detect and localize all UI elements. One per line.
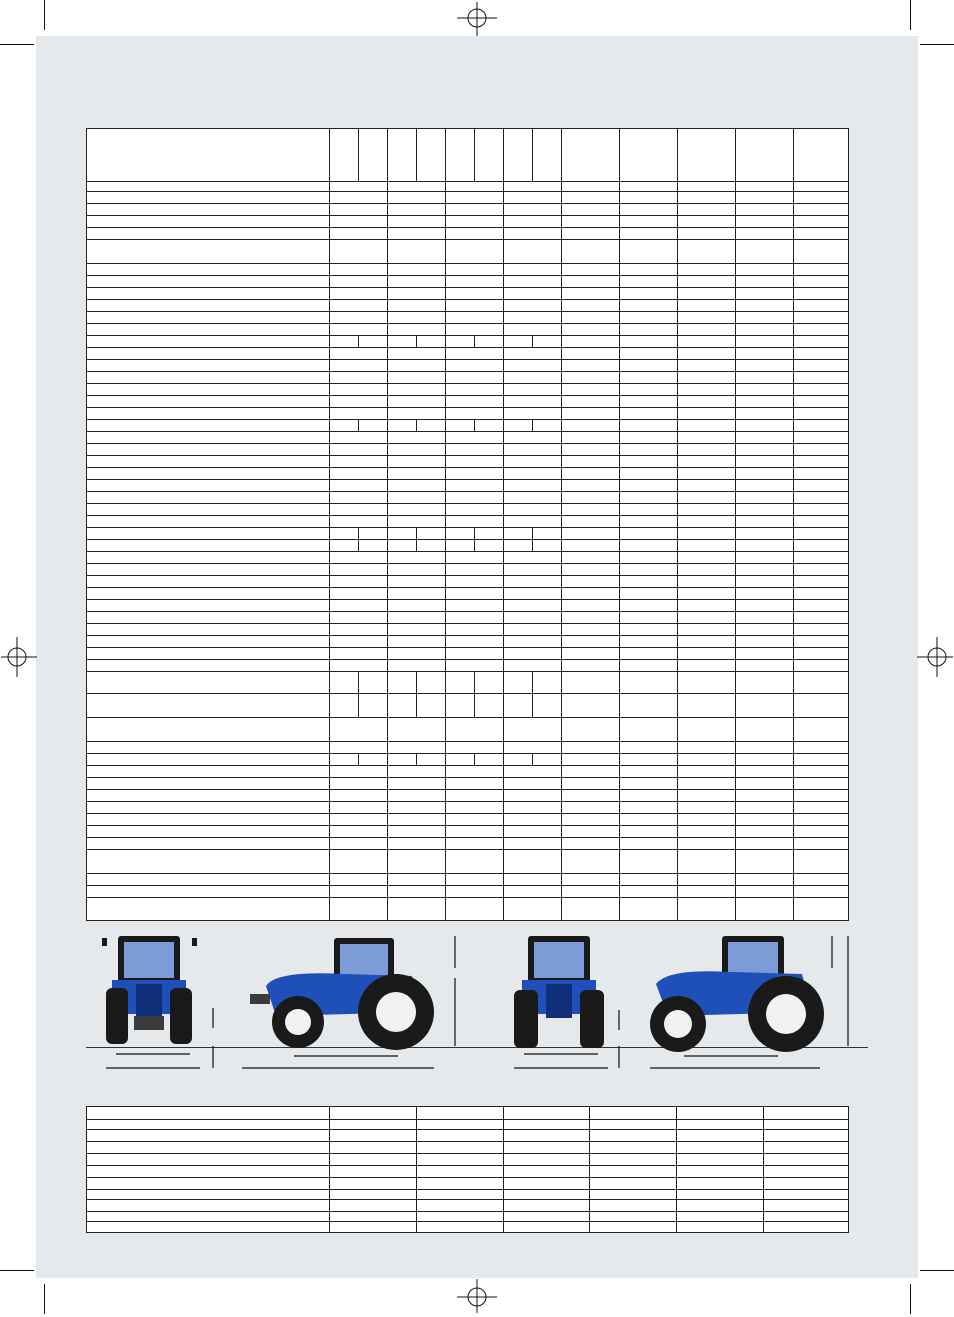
table-subcolumn-rule <box>474 419 475 431</box>
table-row-rule <box>87 801 848 802</box>
table-row-rule <box>87 455 848 456</box>
table-subcolumn-rule <box>532 129 533 181</box>
table-row-rule <box>87 671 848 672</box>
table-subcolumn-rule <box>532 419 533 431</box>
table-subcolumn-rule <box>474 527 475 539</box>
table-subcolumn-rule <box>474 539 475 551</box>
dimensions-table <box>86 1106 849 1233</box>
table-subcolumn-rule <box>416 527 417 539</box>
table-row-rule <box>87 717 848 718</box>
table-subcolumn-rule <box>532 527 533 539</box>
table-subcolumn-rule <box>358 539 359 551</box>
table-row-rule <box>87 335 848 336</box>
table-row-rule <box>87 503 848 504</box>
table-subcolumn-rule <box>358 753 359 765</box>
table-subcolumn-rule <box>474 671 475 693</box>
table-row-rule <box>87 263 848 264</box>
table-row-rule <box>87 765 848 766</box>
table-row-rule <box>87 191 848 192</box>
table-row-rule <box>87 1129 848 1130</box>
table-row-rule <box>87 647 848 648</box>
crop-mark <box>920 44 954 45</box>
specification-table <box>86 128 849 921</box>
table-row-rule <box>87 849 848 850</box>
tractor-front-icon <box>506 928 636 1078</box>
crop-mark <box>910 0 911 30</box>
table-subcolumn-rule <box>358 129 359 181</box>
table-row-rule <box>87 575 848 576</box>
table-row-rule <box>87 1141 848 1142</box>
table-row-rule <box>87 431 848 432</box>
table-column-rule <box>329 1107 330 1232</box>
table-row-rule <box>87 1189 848 1190</box>
tractor-front-icon <box>96 928 226 1078</box>
table-subcolumn-rule <box>416 129 417 181</box>
table-row-rule <box>87 897 848 898</box>
table-row-rule <box>87 527 848 528</box>
table-row-rule <box>87 587 848 588</box>
table-subcolumn-rule <box>474 753 475 765</box>
table-row-rule <box>87 371 848 372</box>
crop-mark <box>0 1270 34 1271</box>
table-subcolumn-rule <box>474 693 475 717</box>
table-row-rule <box>87 611 848 612</box>
table-row-rule <box>87 395 848 396</box>
table-row-rule <box>87 347 848 348</box>
table-row-rule <box>87 623 848 624</box>
tractor-side-icon <box>236 928 466 1078</box>
table-row-rule <box>87 1177 848 1178</box>
table-row-rule <box>87 1165 848 1166</box>
table-row-rule <box>87 693 848 694</box>
table-subcolumn-rule <box>532 539 533 551</box>
table-row-rule <box>87 813 848 814</box>
table-row-rule <box>87 1153 848 1154</box>
table-row-rule <box>87 635 848 636</box>
table-row-rule <box>87 467 848 468</box>
tractor-side-icon <box>642 928 868 1078</box>
table-subcolumn-rule <box>416 753 417 765</box>
table-row-rule <box>87 659 848 660</box>
table-row-rule <box>87 443 848 444</box>
table-column-rule <box>503 1107 504 1232</box>
table-row-rule <box>87 1199 848 1200</box>
table-row-rule <box>87 753 848 754</box>
table-column-rule <box>589 1107 590 1232</box>
table-row-rule <box>87 491 848 492</box>
table-subcolumn-rule <box>358 693 359 717</box>
table-subcolumn-rule <box>358 527 359 539</box>
table-row-rule <box>87 539 848 540</box>
table-row-rule <box>87 479 848 480</box>
table-row-rule <box>87 563 848 564</box>
table-row-rule <box>87 299 848 300</box>
table-subcolumn-rule <box>532 753 533 765</box>
table-row-rule <box>87 1221 848 1222</box>
registration-mark-icon <box>917 637 954 677</box>
table-column-rule <box>503 129 504 920</box>
table-row-rule <box>87 419 848 420</box>
table-subcolumn-rule <box>532 693 533 717</box>
table-column-rule <box>677 129 678 920</box>
table-column-rule <box>763 1107 764 1232</box>
crop-mark <box>44 1284 45 1314</box>
table-subcolumn-rule <box>358 671 359 693</box>
table-row-rule <box>87 287 848 288</box>
table-row-rule <box>87 825 848 826</box>
table-subcolumn-rule <box>416 693 417 717</box>
table-subcolumn-rule <box>416 539 417 551</box>
table-row-rule <box>87 215 848 216</box>
crop-mark <box>920 1270 954 1271</box>
table-row-rule <box>87 239 848 240</box>
table-column-rule <box>561 129 562 920</box>
table-column-rule <box>735 129 736 920</box>
table-subcolumn-rule <box>532 335 533 347</box>
table-row-rule <box>87 1119 848 1120</box>
table-subcolumn-rule <box>532 671 533 693</box>
table-column-rule <box>619 129 620 920</box>
table-subcolumn-rule <box>416 671 417 693</box>
table-subcolumn-rule <box>474 129 475 181</box>
table-row-rule <box>87 359 848 360</box>
table-row-rule <box>87 551 848 552</box>
crop-mark <box>910 1284 911 1314</box>
table-column-rule <box>387 129 388 920</box>
table-row-rule <box>87 275 848 276</box>
crop-mark <box>0 44 34 45</box>
table-subcolumn-rule <box>358 419 359 431</box>
table-column-rule <box>329 129 330 920</box>
table-row-rule <box>87 599 848 600</box>
crop-mark <box>44 0 45 30</box>
table-subcolumn-rule <box>358 335 359 347</box>
table-row-rule <box>87 181 848 182</box>
registration-mark-icon <box>457 0 497 38</box>
table-subcolumn-rule <box>416 335 417 347</box>
table-row-rule <box>87 383 848 384</box>
table-subcolumn-rule <box>474 335 475 347</box>
table-row-rule <box>87 203 848 204</box>
table-row-rule <box>87 1211 848 1212</box>
table-row-rule <box>87 837 848 838</box>
table-row-rule <box>87 311 848 312</box>
registration-mark-icon <box>457 1277 497 1317</box>
table-column-rule <box>793 129 794 920</box>
table-row-rule <box>87 407 848 408</box>
table-row-rule <box>87 323 848 324</box>
table-column-rule <box>416 1107 417 1232</box>
table-row-rule <box>87 227 848 228</box>
table-column-rule <box>676 1107 677 1232</box>
table-row-rule <box>87 789 848 790</box>
table-row-rule <box>87 777 848 778</box>
table-row-rule <box>87 885 848 886</box>
table-row-rule <box>87 873 848 874</box>
table-subcolumn-rule <box>416 419 417 431</box>
table-row-rule <box>87 741 848 742</box>
table-row-rule <box>87 515 848 516</box>
registration-mark-icon <box>0 637 37 677</box>
table-column-rule <box>445 129 446 920</box>
